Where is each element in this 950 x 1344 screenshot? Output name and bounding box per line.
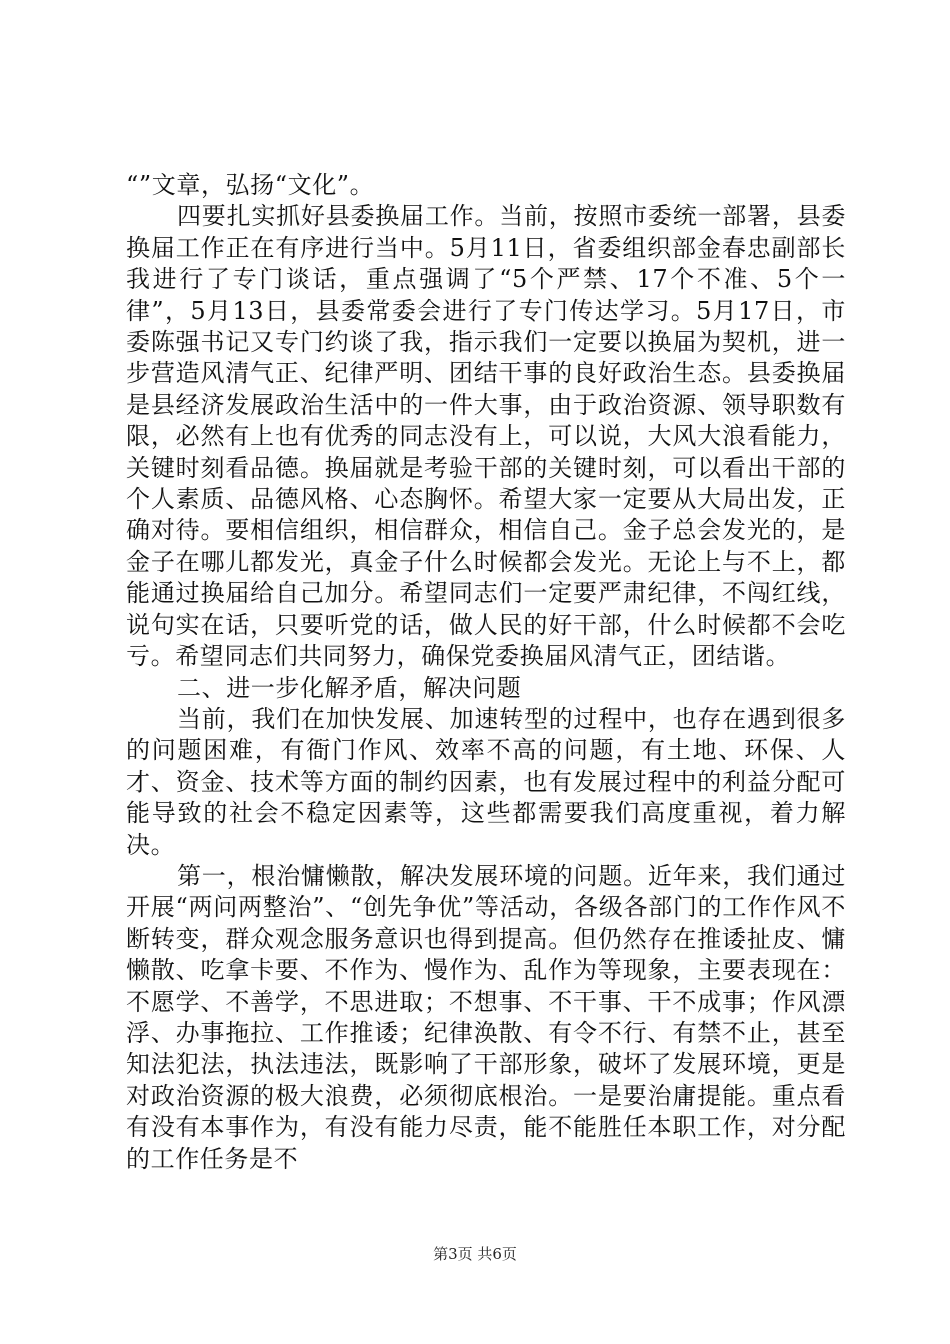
paragraph-4: 第一，根治慵懒散，解决发展环境的问题。近年来，我们通过开展“两问两整治”、“创先争优”等活动，各级各部门的工作作风不断转变，群众观念服务意识也得到提高。但仍然存在推诿扯皮、慵懒散、吃拿卡要、不作为、慢作为、乱作为等现象，主要表现在：不愿学、不善学，不思进取；不想事、不干事、干不成事；作风漂浮、办事拖拉、工作推诿；纪律涣散、有令不行、有禁不止，甚至知法犯法，执法违法，既影响了干部形象，破坏了发展环境，更是对政治资源的极大浪费，必须彻底根治。一是要治庸提能。重点看有没有本事作为，有没有能力尽责，能不能胜任本职工作，对分配的工作任务是不 bbox=[126, 861, 846, 1173]
paragraph-1: “”文章，弘扬“文化”。 bbox=[126, 171, 375, 199]
document-body bbox=[126, 170, 846, 1175]
paragraph-3: 当前，我们在加快发展、加速转型的过程中，也存在遇到很多的问题困难，有衙门作风、效率不高的问题，有土地、环保、人才、资金、技术等方面的制约因素，也有发展过程中的利益分配可能导致的社会不稳定因素等，这些都需要我们高度重视，着力解决。 bbox=[126, 704, 846, 859]
page-number-footer: 第3页 共6页 bbox=[433, 1245, 517, 1263]
section-heading: 二、进一步化解矛盾，解决问题 bbox=[177, 673, 522, 702]
paragraph-2: 四要扎实抓好县委换届工作。当前，按照市委统一部署，县委换届工作正在有序进行当中。5月11日，省委组织部金春忠副部长我进行了专门谈话，重点强调了“5个严禁、17个不准、5个一律”，5月13日，县委常委会进行了专门传达学习。5月17日，市委陈强书记又专门约谈了我，指示我们一定要以换届为契机，进一步营造风清气正、纪律严明、团结干事的良好政治生态。县委换届是县经济发展政治生活中的一件大事，由于政治资源、领导职数有限，必然有上也有优秀的同志没有上，可以说，大风大浪看能力，关键时刻看品德。换届就是考验干部的关键时刻，可以看出干部的个人素质、品德风格、心态胸怀。希望大家一定要从大局出发，正确对待。要相信组织，相信群众，相信自己。金子总会发光的，是金子在哪儿都发光，真金子什么时候都会发光。无论上与不上，都能通过换届给自己加分。希望同志们一定要严肃纪律，不闯红线，说句实在话，只要听党的话，做人民的好干部，什么时候都不会吃亏。希望同志们共同努力，确保党委换届风清气正，团结谐。 bbox=[126, 202, 846, 671]
